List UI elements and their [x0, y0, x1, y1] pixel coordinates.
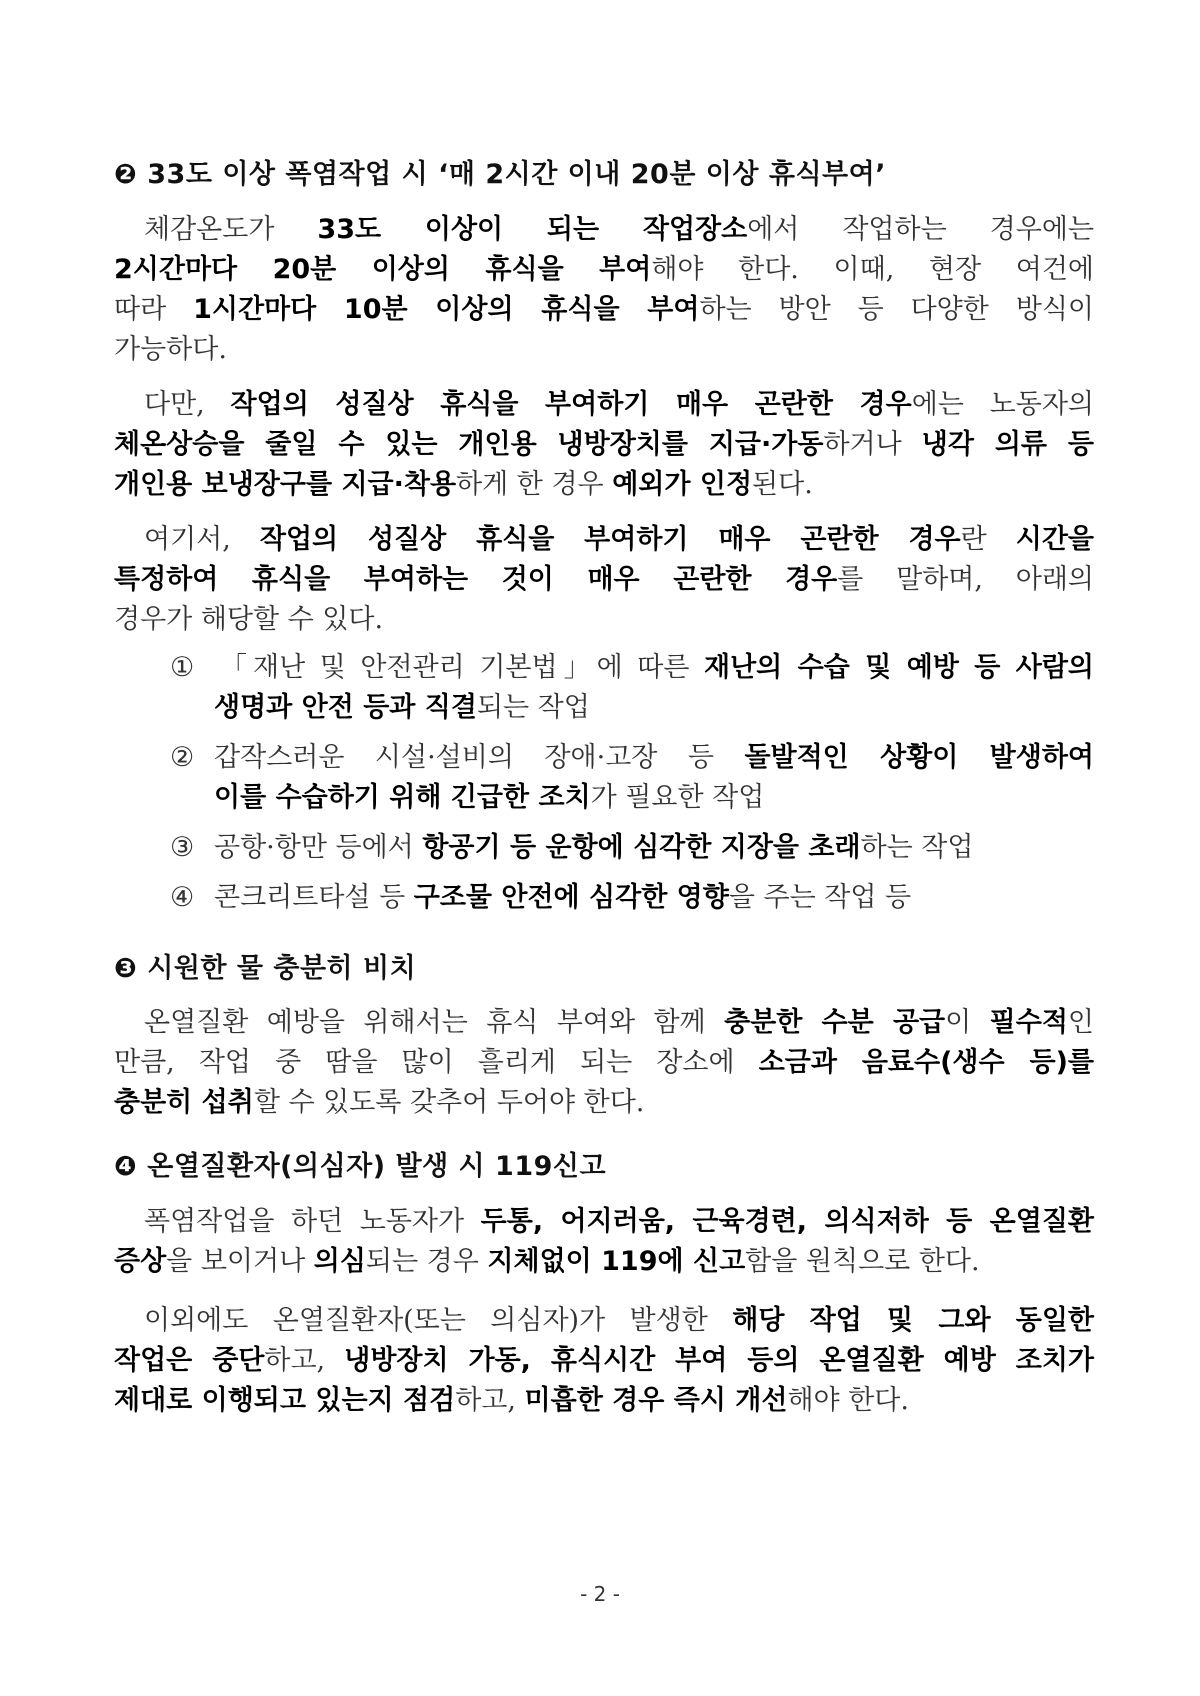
section-4-paragraph-2 [114, 1301, 1094, 1421]
text-line: 다만, 작업의 성질상 휴식을 부여하기 매우 곤란한 경우에는 노동자의 [144, 389, 1094, 420]
section-2-heading: ❷ 33도 이상 폭염작업 시 ‘매 2시간 이내 20분 이상 휴식부여’ [114, 159, 886, 190]
text-line: 2시간마다 20분 이상의 휴식을 부여해야 한다. 이때, 현장 여건에 [114, 254, 1094, 285]
section-4-heading: ❹ 온열질환자(의심자) 발생 시 119신고 [114, 1151, 607, 1182]
text-line: 증상을 보이거나 의심되는 경우 지체없이 119에 신고함을 원칙으로 한다. [114, 1246, 980, 1277]
text-line: 개인용 보냉장구를 지급·착용하게 한 경우 예외가 인정된다. [114, 469, 813, 500]
text-line: 제대로 이행되고 있는지 점검하고, 미흡한 경우 즉시 개선해야 한다. [114, 1385, 909, 1416]
text-line: 폭염작업을 하던 노동자가 두통, 어지러움, 근육경련, 의식저하 등 온열질환 [144, 1206, 1094, 1237]
text-line: 가능하다. [114, 334, 227, 365]
section-4-paragraph-1 [114, 1202, 1094, 1282]
section-3-heading: ❸ 시원한 물 충분히 비치 [114, 953, 417, 984]
list-item: ④ 콘크리트타설 등 구조물 안전에 심각한 영향을 주는 작업 등 [170, 882, 912, 913]
text-line: 만큼, 작업 중 땀을 많이 흘리게 되는 장소에 소금과 음료수(생수 등)를 [114, 1047, 1094, 1078]
text-line: 충분히 섭취할 수 있도록 갖추어 두어야 한다. [114, 1087, 645, 1118]
section-2-paragraph-3 [114, 520, 1094, 640]
text-line: 특정하여 휴식을 부여하는 것이 매우 곤란한 경우를 말하며, 아래의 [114, 564, 1094, 595]
section-2-paragraph-1 [114, 210, 1094, 370]
text-line: 경우가 해당할 수 있다. [114, 604, 384, 635]
text-line: 여기서, 작업의 성질상 휴식을 부여하기 매우 곤란한 경우란 시간을 [144, 524, 1094, 555]
section-3-paragraph-1 [114, 1003, 1094, 1123]
text-line: 체온상승을 줄일 수 있는 개인용 냉방장치를 지급·가동하거나 냉각 의류 등 [114, 429, 1094, 460]
text-line: 작업은 중단하고, 냉방장치 가동, 휴식시간 부여 등의 온열질환 예방 조치가 [114, 1345, 1094, 1376]
text-line: 따라 1시간마다 10분 이상의 휴식을 부여하는 방안 등 다양한 방식이 [114, 294, 1094, 325]
page-number: - 2 - [580, 1582, 620, 1606]
list-item: ③ 공항·항만 등에서 항공기 등 운항에 심각한 지장을 초래하는 작업 [170, 832, 974, 863]
list-item: ② 갑작스러운 시설·설비의 장애·고장 등 돌발적인 상황이 발생하여 이를 수습하기 위해 긴급한 조치가 필요한 작업 [170, 742, 1094, 813]
list-item: ① 「재난 및 안전관리 기본법」에 따른 재난의 수습 및 예방 등 사람의 생명과 안전 등과 직결되는 작업 [170, 652, 1094, 723]
text-line: 체감온도가 33도 이상이 되는 작업장소에서 작업하는 경우에는 [144, 214, 1094, 245]
section-2-paragraph-2 [114, 385, 1094, 505]
text-line: 온열질환 예방을 위해서는 휴식 부여와 함께 충분한 수분 공급이 필수적인 [144, 1007, 1094, 1038]
text-line: 이외에도 온열질환자(또는 의심자)가 발생한 해당 작업 및 그와 동일한 [144, 1305, 1095, 1336]
